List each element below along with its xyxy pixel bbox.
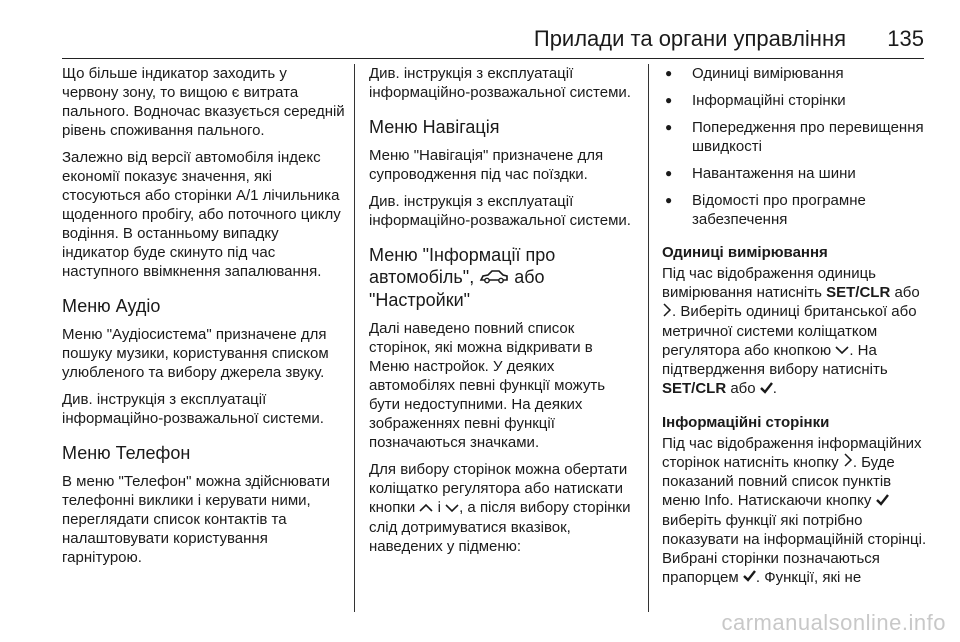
column-1 bbox=[62, 64, 345, 575]
page-header bbox=[62, 22, 924, 59]
subheading-units: Одиниці вимірювання bbox=[662, 244, 828, 261]
paragraph: Далі наведено повний список сторінок, які можна відкривати в Меню настройок. У деяких автомобілях певні функції можуть бути недоступними. На деяких зображеннях певні функції позначаються значками. bbox=[369, 320, 606, 452]
paragraph: Див. інструкція з експлуатації інформаційно-розважальної системи. bbox=[369, 65, 631, 101]
watermark: carmanualsonline.info bbox=[721, 610, 946, 635]
paragraph: В меню "Телефон" можна здійснювати телефонні виклики і керувати ними, переглядати список контактів та налаштовувати користування гарнітурою. bbox=[62, 473, 330, 566]
paragraph: Для вибору сторінок можна обертати коліщатко регулятора або натискати кнопки і , а після вибору сторінки слід дотримуватися вказівок, наведених у підменю: bbox=[369, 461, 631, 555]
button-label-set-clr: SET/CLR bbox=[826, 284, 891, 301]
section-heading-vehicle-info bbox=[369, 244, 631, 311]
chevron-down-icon bbox=[445, 499, 459, 518]
subheading-info-pages: Інформаційні сторінки bbox=[662, 413, 830, 431]
column-divider bbox=[354, 64, 355, 612]
paragraph: Меню "Аудіосистема" призначене для пошуку музики, користування списком улюбленого та вибору джерела звуку. bbox=[62, 326, 329, 381]
heading-text: Меню "Інформації про автомобіль", bbox=[369, 245, 556, 287]
section-heading-navigation: Меню Навігація bbox=[369, 117, 500, 137]
paragraph: Див. інструкція з експлуатації інформаційно-розважальної системи. bbox=[369, 193, 631, 229]
paragraph: Що більше індикатор заходить у червону зону, то вищою є витрата пального. Водночас вказується середній рівень споживання пального. bbox=[62, 65, 345, 139]
paragraph: Див. інструкція з експлуатації інформаційно-розважальної системи. bbox=[62, 391, 324, 427]
checkmark-icon bbox=[876, 492, 889, 511]
chevron-right-icon bbox=[843, 453, 853, 472]
paragraph: Під час відображення інформаційних сторінок натисніть кнопку . Буде показаний повний список пунктів меню Info. Натискаючи кнопку виберіть функції які потрібно показувати на інформаційній сторінці. Вибрані сторінки позначаються прапорцем . Функції, які не bbox=[662, 434, 927, 586]
heading-text: або bbox=[509, 267, 545, 287]
heading-text: "Настройки" bbox=[369, 290, 471, 311]
list-item: ● Одиниці вимірювання bbox=[662, 64, 930, 83]
chevron-down-icon bbox=[835, 341, 849, 360]
column-divider bbox=[648, 64, 649, 612]
paragraph: Меню "Навігація" призначене для супроводження під час поїздки. bbox=[369, 147, 604, 183]
page-title: Прилади та органи управління bbox=[533, 26, 846, 51]
page-number: 135 bbox=[887, 26, 924, 51]
paragraph: Під час відображення одиниць вимірювання натисніть SET/CLR або . Виберіть одиниці британської або метричної системи коліщатком регулятора або кнопкою . На підтвердження вибору натисніть SET/CLR або . bbox=[662, 265, 920, 398]
paragraph: Залежно від версії автомобіля індекс економії показує значення, які стосуються або сторінки A/1 лічильника щоденного пробігу, або поточного циклу водіння. В останньому випадку індикатор буде скинуто під час наступного ввімкнення запалювання. bbox=[62, 149, 341, 280]
list-item: ● Попередження про перевищення швидкості bbox=[662, 118, 930, 156]
section-heading-phone: Меню Телефон bbox=[62, 443, 191, 463]
list-item: ● Навантаження на шини bbox=[662, 164, 930, 183]
column-3 bbox=[662, 64, 930, 595]
column-2 bbox=[369, 64, 631, 564]
chevron-right-icon bbox=[662, 303, 672, 322]
list-item: ● Інформаційні сторінки bbox=[662, 91, 930, 110]
list-item: ● Відомості про програмне забезпечення bbox=[662, 191, 930, 229]
button-label-set-clr: SET/CLR bbox=[662, 380, 727, 398]
chevron-up-icon bbox=[419, 499, 433, 518]
section-heading-audio: Меню Аудіо bbox=[62, 296, 161, 316]
checkmark-icon bbox=[760, 380, 773, 399]
settings-list bbox=[662, 64, 930, 229]
checkmark-icon bbox=[743, 568, 756, 587]
car-icon bbox=[479, 267, 509, 289]
